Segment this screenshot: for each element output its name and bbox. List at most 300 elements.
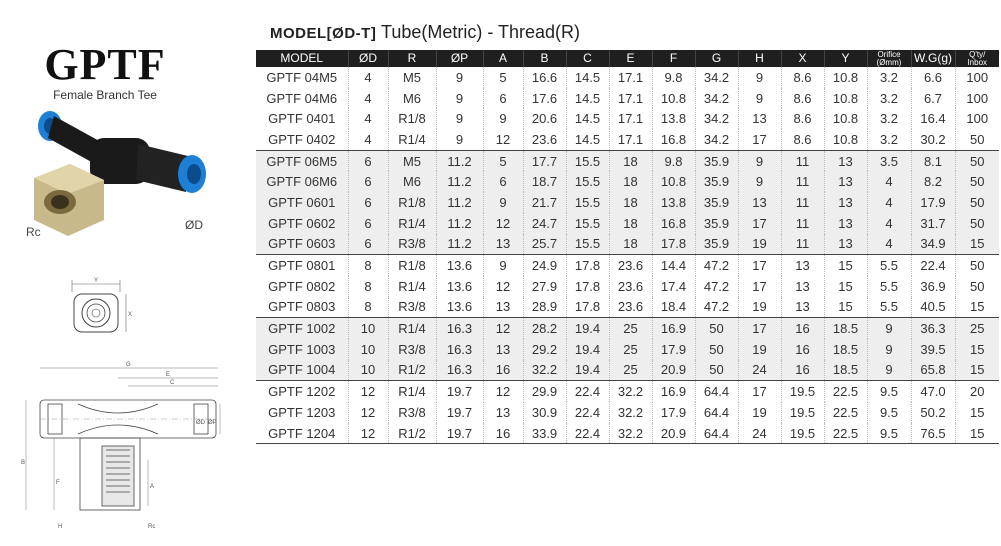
spec-cell: 10 [348, 318, 388, 339]
spec-table [256, 50, 999, 444]
spec-cell: 17.8 [566, 297, 609, 318]
column-header: Orifice (Ømm) [867, 50, 911, 67]
spec-cell: 13 [824, 150, 867, 171]
spec-cell: 4 [867, 171, 911, 192]
spec-cell: 100 [955, 88, 999, 109]
table-row [256, 234, 999, 255]
spec-cell: 13 [824, 171, 867, 192]
spec-cell: 23.6 [609, 255, 652, 276]
spec-cell: 29.2 [523, 339, 566, 360]
title-model: MODEL[ØD-T] [270, 25, 377, 42]
dim-y-label: Y [94, 278, 99, 284]
spec-cell: 18.5 [824, 339, 867, 360]
spec-cell: 15 [824, 297, 867, 318]
spec-cell: 13 [483, 234, 523, 255]
spec-cell: 24 [738, 360, 781, 381]
spec-cell: M6 [388, 88, 436, 109]
spec-cell: 9.5 [867, 381, 911, 402]
model-cell: GPTF 1004 [256, 360, 348, 381]
spec-cell: 29.9 [523, 381, 566, 402]
spec-cell: 5.5 [867, 276, 911, 297]
spec-cell: 18 [609, 213, 652, 234]
spec-cell: 50.2 [911, 402, 955, 423]
model-cell: GPTF 06M6 [256, 171, 348, 192]
spec-cell: 50 [955, 171, 999, 192]
spec-cell: 20.6 [523, 108, 566, 129]
section-drawing [18, 360, 228, 540]
spec-cell: 11.2 [436, 234, 483, 255]
spec-cell: 16.3 [436, 360, 483, 381]
spec-cell: 15 [955, 297, 999, 318]
column-header: ØP [436, 50, 483, 67]
spec-cell: 3.5 [867, 150, 911, 171]
spec-cell: 8.6 [781, 67, 824, 88]
spec-cell: 21.7 [523, 192, 566, 213]
model-cell: GPTF 0602 [256, 213, 348, 234]
spec-cell: 9.5 [867, 402, 911, 423]
spec-cell: 4 [867, 213, 911, 234]
spec-cell: 76.5 [911, 423, 955, 444]
spec-cell: 40.5 [911, 297, 955, 318]
spec-cell: 35.9 [695, 234, 738, 255]
dim-a-label: A [150, 484, 155, 490]
spec-cell: 16 [781, 360, 824, 381]
table-row [256, 381, 999, 402]
model-cell: GPTF 0402 [256, 129, 348, 150]
spec-cell: 23.6 [609, 276, 652, 297]
spec-cell: 4 [348, 67, 388, 88]
spec-cell: 10.8 [652, 88, 695, 109]
spec-cell: 13 [824, 213, 867, 234]
spec-cell: 34.2 [695, 108, 738, 129]
rc-label: Rc [26, 225, 41, 239]
spec-cell: 15 [955, 423, 999, 444]
table-row [256, 88, 999, 109]
spec-cell: 15 [824, 276, 867, 297]
spec-cell: 11 [781, 234, 824, 255]
spec-cell: 100 [955, 67, 999, 88]
spec-cell: 11.2 [436, 150, 483, 171]
spec-cell: 50 [955, 192, 999, 213]
spec-cell: 50 [695, 339, 738, 360]
table-row [256, 213, 999, 234]
spec-cell: 4 [348, 129, 388, 150]
spec-cell: 20.9 [652, 360, 695, 381]
table-row [256, 339, 999, 360]
spec-cell: 50 [695, 318, 738, 339]
spec-cell: R1/2 [388, 423, 436, 444]
spec-cell: 9 [867, 339, 911, 360]
spec-cell: 35.9 [695, 192, 738, 213]
spec-cell: 25.7 [523, 234, 566, 255]
spec-cell: 17 [738, 381, 781, 402]
spec-cell: 17.6 [523, 88, 566, 109]
table-row [256, 423, 999, 444]
spec-cell: M5 [388, 150, 436, 171]
spec-cell: 13 [483, 339, 523, 360]
spec-cell: 6.7 [911, 88, 955, 109]
spec-cell: 33.9 [523, 423, 566, 444]
product-code: GPTF [44, 40, 166, 89]
spec-cell: 9 [738, 150, 781, 171]
spec-cell: 6 [348, 234, 388, 255]
spec-cell: 24 [738, 423, 781, 444]
product-name: Female Branch Tee [53, 88, 157, 102]
spec-cell: 22.4 [566, 423, 609, 444]
spec-cell: 6 [348, 150, 388, 171]
column-header: A [483, 50, 523, 67]
spec-cell: 12 [483, 276, 523, 297]
spec-cell: 47.2 [695, 297, 738, 318]
spec-cell: 22.5 [824, 402, 867, 423]
spec-cell: 36.9 [911, 276, 955, 297]
spec-cell: 13.6 [436, 297, 483, 318]
spec-cell: 22.4 [911, 255, 955, 276]
spec-cell: 11 [781, 213, 824, 234]
table-row [256, 255, 999, 276]
spec-cell: 19.7 [436, 402, 483, 423]
spec-cell: 5.5 [867, 255, 911, 276]
column-header: G [695, 50, 738, 67]
dim-c-label: C [170, 380, 175, 386]
table-body [256, 67, 999, 444]
dim-g-label: G [126, 362, 131, 368]
spec-cell: 17.1 [609, 129, 652, 150]
spec-cell: 35.9 [695, 150, 738, 171]
spec-cell: 9.8 [652, 150, 695, 171]
spec-cell: 16 [483, 423, 523, 444]
spec-cell: 17.1 [609, 88, 652, 109]
model-cell: GPTF 0802 [268, 278, 336, 294]
spec-cell: 22.4 [566, 402, 609, 423]
spec-cell: R1/4 [388, 276, 436, 297]
spec-cell: 10 [348, 360, 388, 381]
spec-cell: 30.2 [911, 129, 955, 150]
spec-cell: 16.6 [523, 67, 566, 88]
spec-cell: 25 [609, 318, 652, 339]
spec-cell: 9 [738, 88, 781, 109]
spec-cell: 32.2 [523, 360, 566, 381]
spec-cell: R1/8 [388, 192, 436, 213]
spec-cell: R1/4 [388, 129, 436, 150]
spec-cell: 17.4 [652, 276, 695, 297]
spec-cell: 12 [348, 423, 388, 444]
top-view-drawing [60, 272, 140, 352]
spec-cell: 16.8 [652, 213, 695, 234]
spec-cell: 17.9 [652, 402, 695, 423]
spec-cell: 5.5 [867, 297, 911, 318]
spec-cell: 27.9 [523, 276, 566, 297]
spec-cell: 34.2 [695, 88, 738, 109]
dim-op-label: ØP [208, 420, 217, 426]
table-row [256, 171, 999, 192]
spec-cell: 19.4 [566, 318, 609, 339]
spec-cell: 6.6 [911, 67, 955, 88]
spec-cell: 12 [483, 129, 523, 150]
column-header: MODEL [256, 50, 348, 67]
spec-cell: 18.5 [824, 318, 867, 339]
spec-cell: 10.8 [652, 171, 695, 192]
spec-cell: 9 [483, 192, 523, 213]
spec-cell: 16.4 [911, 108, 955, 129]
spec-cell: 3.2 [867, 88, 911, 109]
spec-cell: 23.6 [523, 129, 566, 150]
table-header-row [256, 50, 999, 67]
spec-cell: 39.5 [911, 339, 955, 360]
spec-cell: 9 [436, 108, 483, 129]
spec-cell: 15.5 [566, 234, 609, 255]
spec-cell: 3.2 [867, 67, 911, 88]
spec-cell: 9.8 [652, 67, 695, 88]
spec-cell: 30.9 [523, 402, 566, 423]
table-row [256, 67, 999, 88]
spec-cell: 17 [738, 276, 781, 297]
spec-cell: 13 [738, 108, 781, 129]
model-cell: GPTF 0803 [256, 297, 348, 318]
spec-cell: 10.8 [824, 88, 867, 109]
spec-cell: 8 [348, 276, 388, 297]
spec-cell: 16.8 [652, 129, 695, 150]
spec-cell: R3/8 [388, 297, 436, 318]
spec-cell: 20 [955, 381, 999, 402]
table-row [256, 360, 999, 381]
title-desc: Tube(Metric) - Thread(R) [376, 22, 581, 42]
table-row [256, 402, 999, 423]
spec-cell: 14.5 [566, 108, 609, 129]
spec-cell: R1/4 [388, 213, 436, 234]
model-cell: GPTF 0603 [256, 234, 348, 255]
dim-rc-label: Rc [148, 524, 156, 530]
spec-cell: 14.4 [652, 255, 695, 276]
spec-cell: 15 [955, 402, 999, 423]
spec-cell: 15.5 [566, 213, 609, 234]
spec-cell: R1/4 [388, 381, 436, 402]
spec-cell: 47.0 [911, 381, 955, 402]
dim-f-label: F [56, 480, 60, 486]
spec-cell: 47.2 [695, 276, 738, 297]
spec-cell: 9 [738, 67, 781, 88]
table-row [256, 297, 999, 318]
spec-cell: 19.4 [566, 360, 609, 381]
spec-cell: 13.6 [436, 255, 483, 276]
spec-cell: 19.7 [436, 423, 483, 444]
spec-cell: 24.7 [523, 213, 566, 234]
spec-cell: 28.9 [523, 297, 566, 318]
dim-x-label: X [128, 312, 133, 318]
model-cell: GPTF 1203 [268, 404, 336, 420]
spec-cell: 13 [781, 255, 824, 276]
table-row [256, 150, 999, 171]
spec-cell: 15 [955, 234, 999, 255]
spec-cell: 34.2 [695, 129, 738, 150]
spec-cell: 64.4 [695, 381, 738, 402]
spec-cell: 15.5 [566, 171, 609, 192]
spec-cell: 13 [824, 192, 867, 213]
spec-cell: 4 [348, 108, 388, 129]
table-title [270, 22, 580, 43]
spec-cell: 16 [483, 360, 523, 381]
spec-cell: 6 [348, 192, 388, 213]
spec-cell: 13 [738, 192, 781, 213]
column-header: Q'ty/ Inbox [955, 50, 999, 67]
spec-cell: 16 [781, 318, 824, 339]
spec-cell: 25 [609, 339, 652, 360]
spec-cell: 9 [436, 129, 483, 150]
spec-cell: 25 [955, 318, 999, 339]
spec-cell: 36.3 [911, 318, 955, 339]
spec-cell: 18 [609, 171, 652, 192]
spec-cell: 8.6 [781, 88, 824, 109]
model-cell: GPTF 0401 [268, 111, 336, 127]
spec-cell: 35.9 [695, 171, 738, 192]
spec-cell: 11 [781, 171, 824, 192]
spec-cell: 15 [955, 339, 999, 360]
spec-cell: 22.5 [824, 381, 867, 402]
spec-cell: 17.8 [566, 276, 609, 297]
spec-cell: 18.4 [652, 297, 695, 318]
model-cell: GPTF 1002 [256, 318, 348, 339]
spec-cell: 16 [781, 339, 824, 360]
spec-cell: 23.6 [609, 297, 652, 318]
column-header: B [523, 50, 566, 67]
spec-cell: 8.1 [911, 150, 955, 171]
spec-cell: 20.9 [652, 423, 695, 444]
spec-cell: 17.8 [652, 234, 695, 255]
spec-cell: 19.4 [566, 339, 609, 360]
spec-cell: 64.4 [695, 423, 738, 444]
spec-cell: 64.4 [695, 402, 738, 423]
spec-cell: 31.7 [911, 213, 955, 234]
spec-cell: 9 [738, 171, 781, 192]
spec-cell: 100 [955, 108, 999, 129]
spec-cell: 18.5 [824, 360, 867, 381]
spec-cell: 3.2 [867, 108, 911, 129]
spec-cell: 8 [348, 297, 388, 318]
model-cell: GPTF 04M5 [266, 69, 338, 85]
spec-cell: 19 [738, 297, 781, 318]
spec-cell: 9 [483, 108, 523, 129]
spec-cell: 4 [348, 88, 388, 109]
spec-cell: 13 [824, 234, 867, 255]
spec-cell: 19 [738, 234, 781, 255]
spec-cell: 8 [348, 255, 388, 276]
dim-od-label: ØD [196, 420, 205, 426]
spec-cell: 15 [824, 255, 867, 276]
spec-cell: 4 [867, 234, 911, 255]
spec-cell: 18.7 [523, 171, 566, 192]
model-cell: GPTF 0601 [256, 192, 348, 213]
spec-cell: 9 [436, 67, 483, 88]
model-cell: GPTF 1204 [256, 423, 348, 444]
column-header: E [609, 50, 652, 67]
spec-cell: 13 [483, 297, 523, 318]
spec-cell: 17 [738, 213, 781, 234]
spec-cell: 15 [955, 360, 999, 381]
spec-cell: 50 [955, 213, 999, 234]
spec-cell: 14.5 [566, 129, 609, 150]
spec-cell: 6 [348, 171, 388, 192]
spec-cell: 17.9 [652, 339, 695, 360]
spec-cell: R3/8 [388, 402, 436, 423]
spec-cell: 16.9 [652, 318, 695, 339]
spec-cell: 10.8 [824, 108, 867, 129]
spec-cell: 19.5 [781, 423, 824, 444]
spec-cell: 18 [609, 150, 652, 171]
spec-cell: 35.9 [695, 213, 738, 234]
spec-cell: 13.8 [652, 192, 695, 213]
spec-cell: 32.2 [609, 402, 652, 423]
spec-cell: 5 [483, 150, 523, 171]
spec-cell: 16.3 [436, 339, 483, 360]
spec-cell: 17 [738, 255, 781, 276]
spec-cell: 65.8 [911, 360, 955, 381]
spec-cell: 32.2 [609, 423, 652, 444]
spec-cell: 12 [483, 213, 523, 234]
spec-cell: 11 [781, 150, 824, 171]
column-header: F [652, 50, 695, 67]
spec-cell: 19.7 [436, 381, 483, 402]
spec-cell: 10.8 [824, 129, 867, 150]
spec-cell: 15.5 [566, 192, 609, 213]
spec-cell: 12 [348, 381, 388, 402]
spec-cell: 5 [483, 67, 523, 88]
spec-cell: 6 [483, 88, 523, 109]
spec-cell: 19.5 [781, 402, 824, 423]
spec-cell: 28.2 [523, 318, 566, 339]
spec-cell: 8.6 [781, 108, 824, 129]
spec-cell: 16.3 [436, 318, 483, 339]
spec-cell: 17.9 [911, 192, 955, 213]
table-row [256, 318, 999, 339]
spec-cell: 47.2 [695, 255, 738, 276]
spec-cell: 19.5 [781, 381, 824, 402]
model-cell: GPTF 04M6 [266, 90, 338, 106]
spec-cell: 14.5 [566, 67, 609, 88]
spec-cell: 50 [955, 129, 999, 150]
dim-h-label: H [58, 524, 63, 530]
spec-cell: M6 [388, 171, 436, 192]
spec-cell: 3.2 [867, 129, 911, 150]
spec-cell: 8.6 [781, 129, 824, 150]
spec-cell: 17 [738, 129, 781, 150]
spec-cell: 8.2 [911, 171, 955, 192]
spec-cell: 12 [483, 318, 523, 339]
model-cell: GPTF 1003 [256, 339, 348, 360]
spec-cell: 18 [609, 192, 652, 213]
spec-cell: 9 [867, 318, 911, 339]
column-header: ØD [348, 50, 388, 67]
table-row [256, 192, 999, 213]
spec-cell: 24.9 [523, 255, 566, 276]
table-row [256, 108, 999, 129]
spec-cell: 17.7 [523, 150, 566, 171]
spec-cell: 25 [609, 360, 652, 381]
product-photo [20, 108, 225, 248]
column-header: C [566, 50, 609, 67]
spec-cell: 12 [348, 402, 388, 423]
spec-cell: R1/2 [388, 360, 436, 381]
column-header: Y [824, 50, 867, 67]
spec-cell: 4 [867, 192, 911, 213]
spec-cell: 34.2 [695, 67, 738, 88]
spec-cell: M5 [388, 67, 436, 88]
spec-cell: 11.2 [436, 171, 483, 192]
spec-cell: 19 [738, 339, 781, 360]
column-header: R [388, 50, 436, 67]
spec-cell: 9 [483, 255, 523, 276]
spec-cell: 13.6 [436, 276, 483, 297]
spec-cell: 17 [738, 318, 781, 339]
